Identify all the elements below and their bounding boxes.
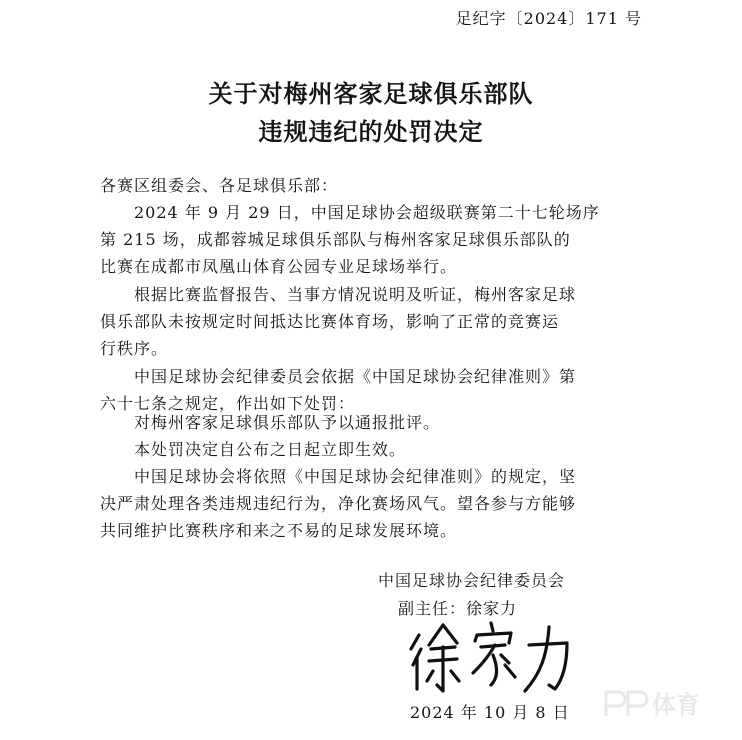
paragraph-penalty: [100, 409, 660, 436]
paragraph-text: 对梅州客家足球俱乐部队予以通报批评。: [100, 413, 441, 432]
paragraph-match-info: [100, 199, 660, 280]
addressee: [100, 172, 660, 199]
paragraph-text: 根据比赛监督报告、当事方情况说明及听证，梅州客家足球 俱乐部队未按规定时间抵达比赛体育场，影响了正常的竞赛运 行秩序。: [100, 285, 577, 358]
paragraph-text: 本处罚决定自公布之日起立即生效。: [100, 440, 407, 459]
document-date: 2024 年 10 月 8 日: [410, 703, 570, 722]
handwritten-signature: [405, 615, 585, 695]
document-title-line-1: 关于对梅州客家足球俱乐部队: [208, 80, 534, 108]
svg-text:体育: 体育: [652, 691, 700, 719]
document-title-line-2: 违规违纪的处罚决定: [258, 118, 484, 146]
paragraph-text: 2024 年 9 月 29 日，中国足球协会超级联赛第二十七轮场序 第 215 场，成都蓉城足球俱乐部队与梅州客家足球俱乐部队的 比赛在成都市凤凰山体育公园专业足球场举行。: [100, 203, 600, 276]
paragraph-effective: [100, 436, 660, 463]
paragraph-text: 中国足球协会将依照《中国足球协会纪律准则》的规定，坚 决严肃处理各类违规违纪行为，净化赛场风气。望各参与方能够 共同维护比赛秩序和来之不易的足球发展环境。: [100, 467, 577, 540]
document-number: 足纪字〔2024〕171 号: [455, 9, 642, 28]
signatory-position: 副主任：徐家力: [398, 599, 518, 618]
signing-organization: 中国足球协会纪律委员会: [378, 571, 566, 590]
paragraph-closing: [100, 463, 660, 544]
addressee-text: 各赛区组委会、各足球俱乐部：: [100, 176, 339, 195]
paragraph-text: 中国足球协会纪律委员会依据《中国足球协会纪律准则》第 六十七条之规定，作出如下处罚：: [100, 367, 577, 413]
pp-sports-watermark-logo: [600, 686, 730, 720]
paragraph-findings: [100, 281, 660, 362]
